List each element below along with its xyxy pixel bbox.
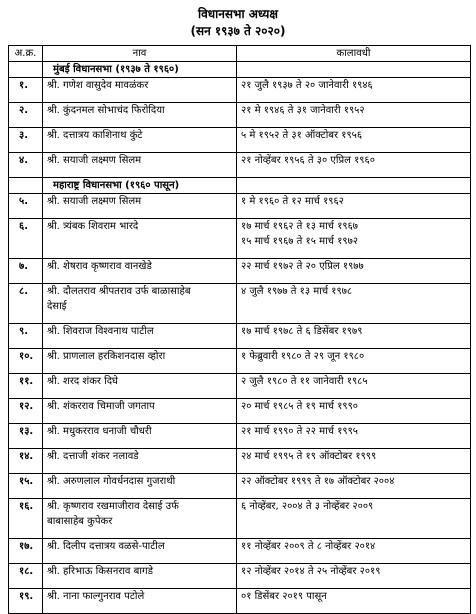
table-row	[9, 499, 471, 539]
row-name	[43, 449, 237, 474]
name-line: श्री. कुंदनमल सोभाचंद फिरोदिया	[47, 105, 165, 116]
table-row	[9, 449, 471, 474]
name-line: श्री. गणेश वासुदेव मावळंकर	[47, 80, 149, 91]
name-line: श्री. मधुकरराव धनाजी चौधरी	[47, 426, 152, 437]
name-line: श्री. कृष्णराव रखमाजीराव देसाई उर्फ	[47, 501, 179, 512]
row-serial: ११.	[9, 374, 43, 399]
row-period	[237, 103, 471, 128]
speakers-table	[8, 45, 471, 614]
row-serial: १२.	[9, 399, 43, 424]
table-row	[9, 78, 471, 103]
row-serial: ३.	[9, 128, 43, 153]
period-line: २० मार्च १९८५ ते १९ मार्च १९९०	[241, 401, 359, 412]
period-line: २२ ऑक्टोबर १९९९ ते १७ ऑक्टोबर २००४	[241, 476, 395, 487]
row-period	[237, 449, 471, 474]
row-name	[43, 474, 237, 499]
row-name	[43, 194, 237, 219]
row-serial: १९.	[9, 589, 43, 614]
row-name	[43, 499, 237, 539]
table-row	[9, 424, 471, 449]
period-line: ०१ डिसेंबर २०१९ पासून	[241, 591, 327, 602]
table-row	[9, 539, 471, 564]
table-row	[9, 399, 471, 424]
section-blank-cell	[237, 62, 471, 78]
period-line: ६ नोव्हेंबर, २००४ ते ३ नोव्हेंबर २००९	[241, 501, 374, 512]
name-line: श्री. शरद शंकर दिघे	[47, 376, 118, 387]
period-line: ४ जुलै १९७७ ते १३ मार्च १९७८	[241, 286, 353, 297]
row-name	[43, 374, 237, 399]
period-line: ११ नोव्हेंबर २००९ ते ८ नोव्हेंबर २०१४	[241, 541, 376, 552]
section-row	[9, 178, 471, 194]
row-name	[43, 399, 237, 424]
table-row	[9, 153, 471, 178]
row-serial: ८.	[9, 284, 43, 324]
period-line: १५ मार्च १९६७ ते १५ मार्च १९७२	[241, 236, 359, 247]
name-line: श्री. हरिभाऊ किसनराव बागडे	[47, 566, 153, 577]
table-row	[9, 219, 471, 259]
row-serial: १५.	[9, 474, 43, 499]
header-sr: अ.क्र.	[9, 46, 43, 62]
row-serial: १३.	[9, 424, 43, 449]
row-name	[43, 103, 237, 128]
document-title: विधानसभा अध्यक्ष	[197, 7, 278, 21]
name-line: श्री. दत्ताजी शंकर नलावडे	[47, 451, 139, 462]
row-name	[43, 589, 237, 614]
header-period: कालावधी	[237, 46, 471, 62]
row-serial: ४.	[9, 153, 43, 178]
name-line: श्री. शेषराव कृष्णराव वानखेडे	[47, 261, 152, 272]
table-row	[9, 564, 471, 589]
table-body	[9, 62, 471, 614]
row-serial: ७.	[9, 259, 43, 284]
section-blank-cell	[9, 62, 43, 78]
name-line: श्री. शिवराज विश्वनाथ पाटील	[47, 326, 154, 337]
table-row	[9, 324, 471, 349]
table-row	[9, 103, 471, 128]
name-line: श्री. सयाजी लक्ष्मण सिलम	[47, 155, 142, 166]
period-line: २१ नोव्हेंबर १९५६ ते ३० एप्रिल १९६०	[241, 155, 375, 166]
table-row	[9, 474, 471, 499]
table-row	[9, 374, 471, 399]
table-row	[9, 259, 471, 284]
row-serial: ५.	[9, 194, 43, 219]
row-period	[237, 589, 471, 614]
row-period	[237, 424, 471, 449]
row-name	[43, 324, 237, 349]
row-serial: १०.	[9, 349, 43, 374]
row-period	[237, 259, 471, 284]
row-period	[237, 474, 471, 499]
period-line: १२ नोव्हेंबर २०१४ ते २५ नोव्हेंबर २०१९	[241, 566, 381, 577]
row-period	[237, 194, 471, 219]
row-period	[237, 284, 471, 324]
name-line: बाबासाहेब कुपेकर	[47, 516, 113, 527]
row-name	[43, 349, 237, 374]
name-line: श्री. दिलीप दत्तात्रय वळसे-पाटील	[47, 541, 165, 552]
row-serial: १७.	[9, 539, 43, 564]
header-name: नाव	[43, 46, 237, 62]
row-serial: १६.	[9, 499, 43, 539]
row-name	[43, 128, 237, 153]
row-name	[43, 424, 237, 449]
row-serial: ६.	[9, 219, 43, 259]
row-serial: १४.	[9, 449, 43, 474]
row-name	[43, 78, 237, 103]
section-title: महाराष्ट्र विधानसभा (१९६० पासून)	[43, 178, 237, 194]
row-serial: ९.	[9, 324, 43, 349]
name-line: श्री. शंकरराव चिमाजी जगताप	[47, 401, 155, 412]
name-line: श्री. प्राणलाल हरकिशनदास व्होरा	[47, 351, 166, 362]
row-period	[237, 399, 471, 424]
name-line: देसाई	[47, 301, 67, 312]
document-subtitle: (सन १९३७ ते २०२०)	[190, 24, 286, 38]
row-serial: १८.	[9, 564, 43, 589]
table-row	[9, 589, 471, 614]
name-line: श्री. त्र्यंबक शिवराम भारदे	[47, 221, 139, 232]
period-line: १७ मार्च १९६२ ते १३ मार्च १९६७	[241, 221, 359, 232]
row-period	[237, 374, 471, 399]
name-line: श्री. नाना फाल्गुनराव पटोले	[47, 591, 145, 602]
table-row	[9, 349, 471, 374]
table-row	[9, 284, 471, 324]
table-row	[9, 194, 471, 219]
section-blank-cell	[237, 178, 471, 194]
period-line: २१ जुलै १९३७ ते २० जानेवारी १९४६	[241, 80, 373, 91]
row-period	[237, 219, 471, 259]
row-period	[237, 324, 471, 349]
period-line: २४ मार्च १९९५ ते १९ ऑक्टोबर १९९९	[241, 451, 377, 462]
name-line: श्री. सयाजी लक्ष्मण सिलम	[47, 196, 142, 207]
row-name	[43, 284, 237, 324]
row-period	[237, 153, 471, 178]
section-row	[9, 62, 471, 78]
period-line: ५ मे १९५२ ते ३१ ऑक्टोबर १९५६	[241, 130, 363, 141]
row-name	[43, 539, 237, 564]
period-line: १ फेब्रुवारी १९८० ते २९ जून १९८०	[241, 351, 365, 362]
row-period	[237, 349, 471, 374]
row-name	[43, 564, 237, 589]
section-title: मुंबई विधानसभा (१९३७ ते १९६०)	[43, 62, 237, 78]
period-line: २२ मार्च १९७२ ते २० एप्रिल १९७७	[241, 261, 364, 272]
period-line: २१ मे १९४६ ते ३१ जानेवारी १९५२	[241, 105, 365, 116]
row-period	[237, 128, 471, 153]
period-line: १ मे १९६० ते १२ मार्च १९६२	[241, 196, 344, 207]
period-line: २ जुलै १९८० ते ११ जानेवारी १९८५	[241, 376, 368, 387]
name-line: श्री. दत्तात्रय काशिनाथ कुंटे	[47, 130, 143, 141]
row-period	[237, 539, 471, 564]
row-name	[43, 259, 237, 284]
row-name	[43, 219, 237, 259]
row-serial: २.	[9, 103, 43, 128]
period-line: १७ मार्च १९७८ ते ६ डिसेंबर १९७९	[241, 326, 363, 337]
row-period	[237, 499, 471, 539]
table-header-row	[9, 46, 471, 62]
row-period	[237, 78, 471, 103]
name-line: श्री. अरुणलाल गोवर्धनदास गुजराथी	[47, 476, 176, 487]
row-serial: १.	[9, 78, 43, 103]
name-line: श्री. दौलतराव श्रीपतराव उर्फ बाळासाहेब	[47, 286, 191, 297]
row-period	[237, 564, 471, 589]
period-line: २१ मार्च १९९० ते २२ मार्च १९९५	[241, 426, 359, 437]
row-name	[43, 153, 237, 178]
section-blank-cell	[9, 178, 43, 194]
table-row	[9, 128, 471, 153]
